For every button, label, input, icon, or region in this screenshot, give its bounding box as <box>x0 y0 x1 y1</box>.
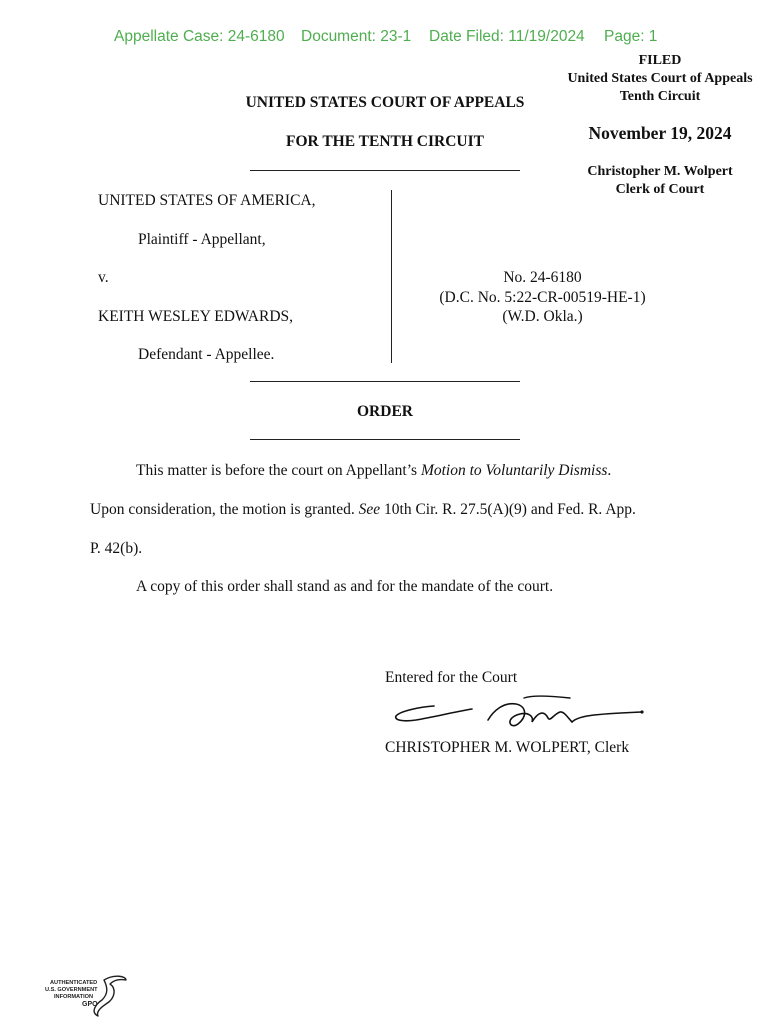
versus-label: v. <box>98 269 109 286</box>
filed-clerk <box>550 163 770 199</box>
svg-text:AUTHENTICATED: AUTHENTICATED <box>50 980 98 986</box>
order-line-3: P. 42(b). <box>90 540 143 557</box>
order-line-2: Upon consideration, the motion is granted. See 10th Cir. R. 27.5(A)(9) and Fed. R. App. <box>90 501 636 518</box>
case-number: No. 24-6180 <box>503 269 582 286</box>
caption-divider-line <box>391 190 392 363</box>
eagle-icon <box>94 976 126 1016</box>
defendant-role: Defendant - Appellee. <box>138 346 275 363</box>
divider-rule-bottom <box>250 439 520 440</box>
plaintiff-name: UNITED STATES OF AMERICA, <box>98 192 316 209</box>
defendant-name: KEITH WESLEY EDWARDS, <box>98 308 294 325</box>
filed-circuit-name: Tenth Circuit <box>619 89 701 104</box>
filed-date: November 19, 2024 <box>588 123 732 143</box>
circuit-title: FOR THE TENTH CIRCUIT <box>286 133 484 150</box>
plaintiff-role: Plaintiff - Appellant, <box>138 231 266 248</box>
filed-stamp <box>550 52 770 106</box>
header-document-number: Document: 23-1 <box>301 28 412 45</box>
order-line-1: This matter is before the court on Appellant’s Motion to Voluntarily Dismiss. <box>136 462 612 479</box>
filed-clerk-title: Clerk of Court <box>615 182 705 197</box>
court-title: UNITED STATES COURT OF APPEALS <box>245 94 525 111</box>
order-title: ORDER <box>357 403 413 420</box>
svg-text:U.S. GOVERNMENT: U.S. GOVERNMENT <box>45 987 98 993</box>
order-line-4: A copy of this order shall stand as and for the mandate of the court. <box>136 578 554 595</box>
see-signal: See <box>358 501 381 518</box>
motion-title: Motion to Voluntarily Dismiss <box>420 462 608 479</box>
district-case-number: (D.C. No. 5:22-CR-00519-HE-1) <box>439 289 646 306</box>
filed-label: FILED <box>638 53 682 68</box>
clerk-signature-name: CHRISTOPHER M. WOLPERT, Clerk <box>385 739 630 756</box>
district-court: (W.D. Okla.) <box>502 308 583 325</box>
svg-text:INFORMATION: INFORMATION <box>54 994 94 1000</box>
divider-rule-middle <box>250 381 520 382</box>
filed-clerk-name: Christopher M. Wolpert <box>587 164 733 179</box>
header-date-filed: Date Filed: 11/19/2024 <box>429 28 585 45</box>
filed-court-name: United States Court of Appeals <box>567 71 753 86</box>
header-page-number: Page: 1 <box>604 28 658 45</box>
svg-text:GPO: GPO <box>82 1001 98 1008</box>
handwritten-signature <box>392 692 652 732</box>
gpo-authentication-logo <box>40 972 132 1018</box>
entered-for-court: Entered for the Court <box>385 669 518 686</box>
header-case-number: Appellate Case: 24-6180 <box>114 28 285 45</box>
divider-rule-top <box>250 170 520 171</box>
